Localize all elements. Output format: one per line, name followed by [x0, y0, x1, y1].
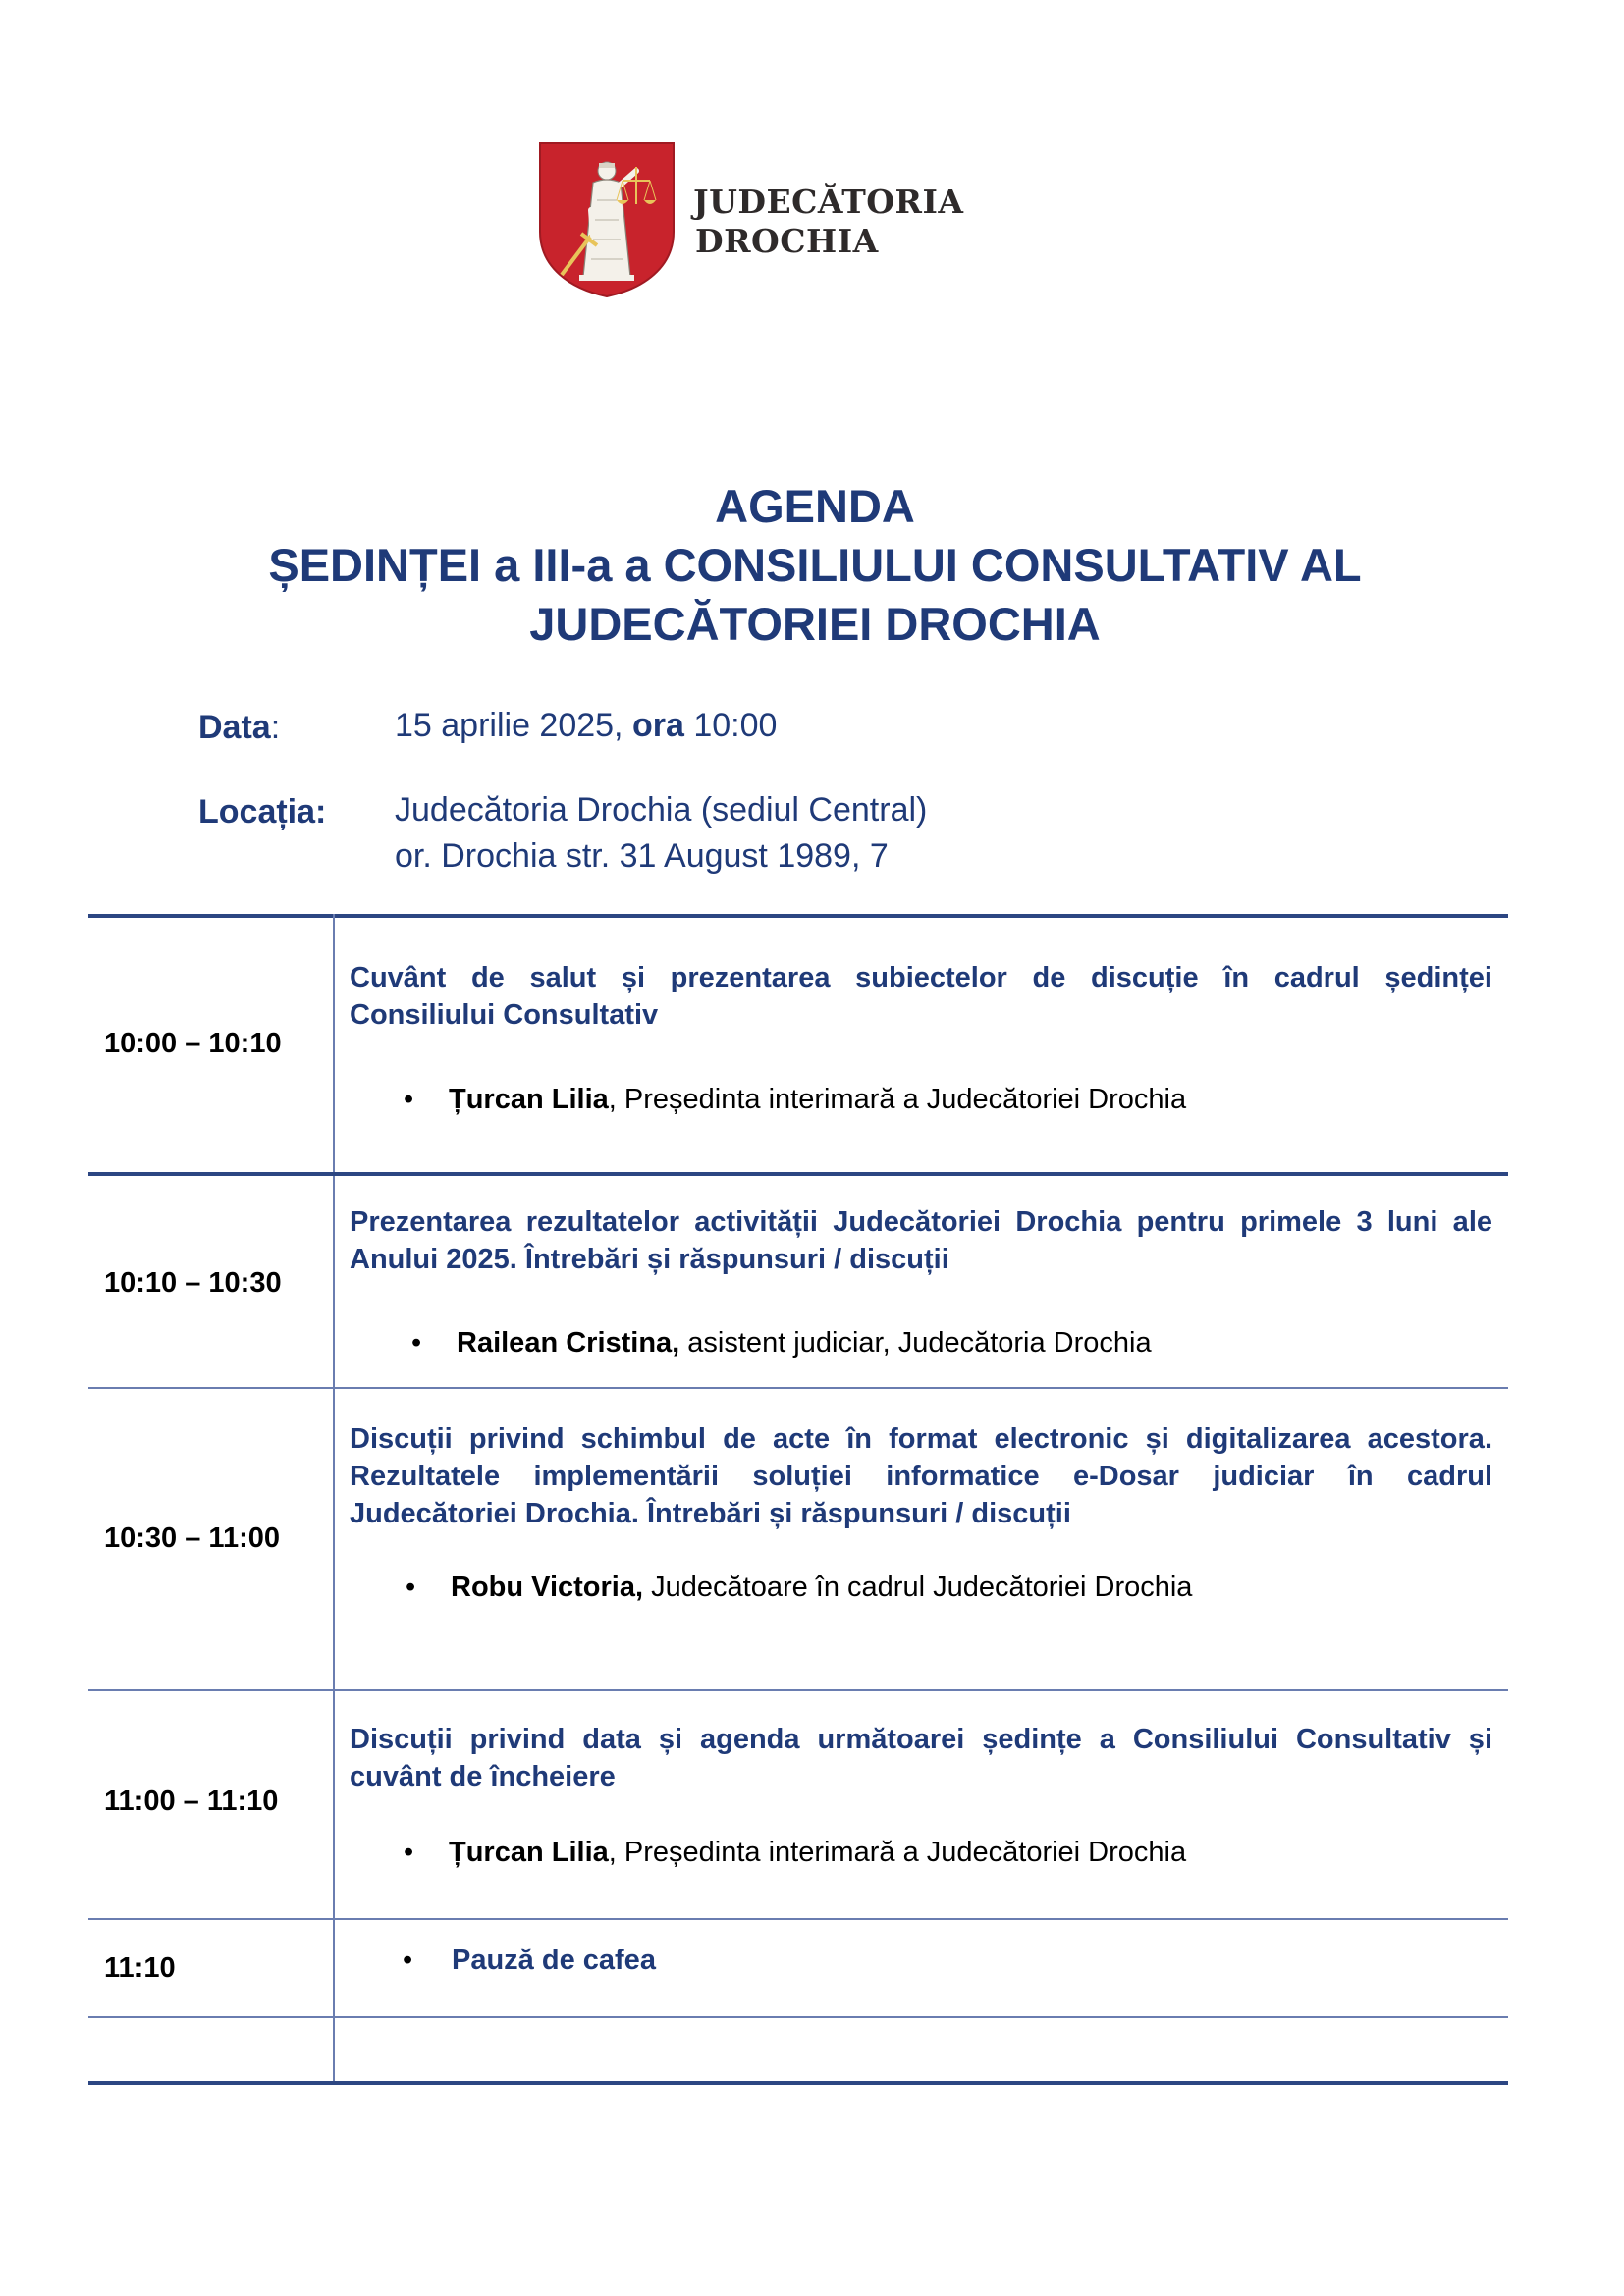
row-divider-5	[88, 2016, 1508, 2018]
row-divider-1	[88, 1172, 1508, 1176]
table-bottom-border	[88, 2081, 1508, 2085]
table-top-border	[88, 914, 1508, 918]
row-divider-2	[88, 1387, 1508, 1389]
agenda-time-4: 11:00 – 11:10	[104, 1786, 279, 1817]
bullet-icon: •	[404, 1084, 414, 1115]
court-logo	[538, 141, 980, 298]
agenda-item-coffee-break: • Pauză de cafea	[403, 1945, 656, 1976]
agenda-speaker-1: • Țurcan Lilia, Președinta interimară a Judecătoriei Drochia	[404, 1084, 1187, 1115]
agenda-topic-1	[350, 959, 1492, 1034]
agenda-speaker-2: • Railean Cristina, asistent judiciar, Judecătoria Drochia	[411, 1327, 1152, 1359]
agenda-time-5: 11:10	[104, 1952, 176, 1984]
location-label: Locația:	[198, 793, 327, 830]
agenda-time-3: 10:30 – 11:00	[104, 1522, 280, 1554]
agenda-time-2: 10:10 – 10:30	[104, 1267, 282, 1299]
agenda-subtitle-line1: ȘEDINȚEI a III-a a CONSILIULUI CONSULTATIV AL	[268, 539, 1362, 591]
agenda-topic-3-line3: Judecătoriei Drochia. Întrebări și răspunsuri / discuții	[350, 1498, 1071, 1529]
court-name	[693, 183, 964, 261]
bullet-icon: •	[404, 1837, 414, 1868]
coat-of-arms-icon	[538, 141, 676, 298]
agenda-time-1: 10:00 – 10:10	[104, 1028, 282, 1059]
agenda-subtitle-line2: JUDECĂTORIEI DROCHIA	[529, 598, 1101, 650]
agenda-speaker-3: • Robu Victoria, Judecătoare în cadrul Judecătoriei Drochia	[406, 1572, 1193, 1603]
row-divider-3	[88, 1689, 1508, 1691]
agenda-topic-3	[350, 1420, 1492, 1532]
agenda-topic-2	[350, 1203, 1492, 1278]
agenda-topic-1-line2: Consiliului Consultativ	[350, 999, 659, 1031]
bullet-icon: •	[403, 1945, 413, 1976]
bullet-icon: •	[406, 1572, 416, 1603]
date-value: 15 aprilie 2025, ora 10:00	[395, 707, 778, 744]
table-column-divider	[333, 914, 335, 2085]
court-name-line2: DROCHIA	[695, 222, 879, 260]
location-line2: or. Drochia str. 31 August 1989, 7	[395, 837, 889, 875]
agenda-speaker-4: • Țurcan Lilia, Președinta interimară a Judecătoriei Drochia	[404, 1837, 1187, 1868]
agenda-title: AGENDA	[715, 480, 915, 532]
agenda-topic-2-line2: Anului 2025. Întrebări și răspunsuri / discuții	[350, 1244, 949, 1275]
agenda-topic-4	[350, 1721, 1492, 1795]
bullet-icon: •	[411, 1327, 422, 1359]
row-divider-4	[88, 1918, 1508, 1920]
location-line1: Judecătoria Drochia (sediul Central)	[395, 791, 928, 828]
agenda-topic-2-line1: Prezentarea rezultatelor activității Judecătoriei Drochia pentru primele 3 luni ale	[350, 1206, 1492, 1238]
date-label: Data:	[198, 709, 281, 746]
agenda-topic-1-line1: Cuvânt de salut și prezentarea subiectelor de discuție în cadrul ședinței	[350, 962, 1492, 993]
agenda-topic-4-line1: Discuții privind data și agenda următoarei ședințe a Consiliului Consultativ și	[350, 1724, 1492, 1755]
agenda-topic-3-line2: Rezultatele implementării soluției informatice e-Dosar judiciar în cadrul	[350, 1461, 1492, 1492]
agenda-topic-3-line1: Discuții privind schimbul de acte în format electronic și digitalizarea acestora.	[350, 1423, 1492, 1455]
agenda-topic-4-line2: cuvânt de încheiere	[350, 1761, 616, 1792]
court-name-line1: JUDECĂTORIA	[693, 183, 964, 221]
